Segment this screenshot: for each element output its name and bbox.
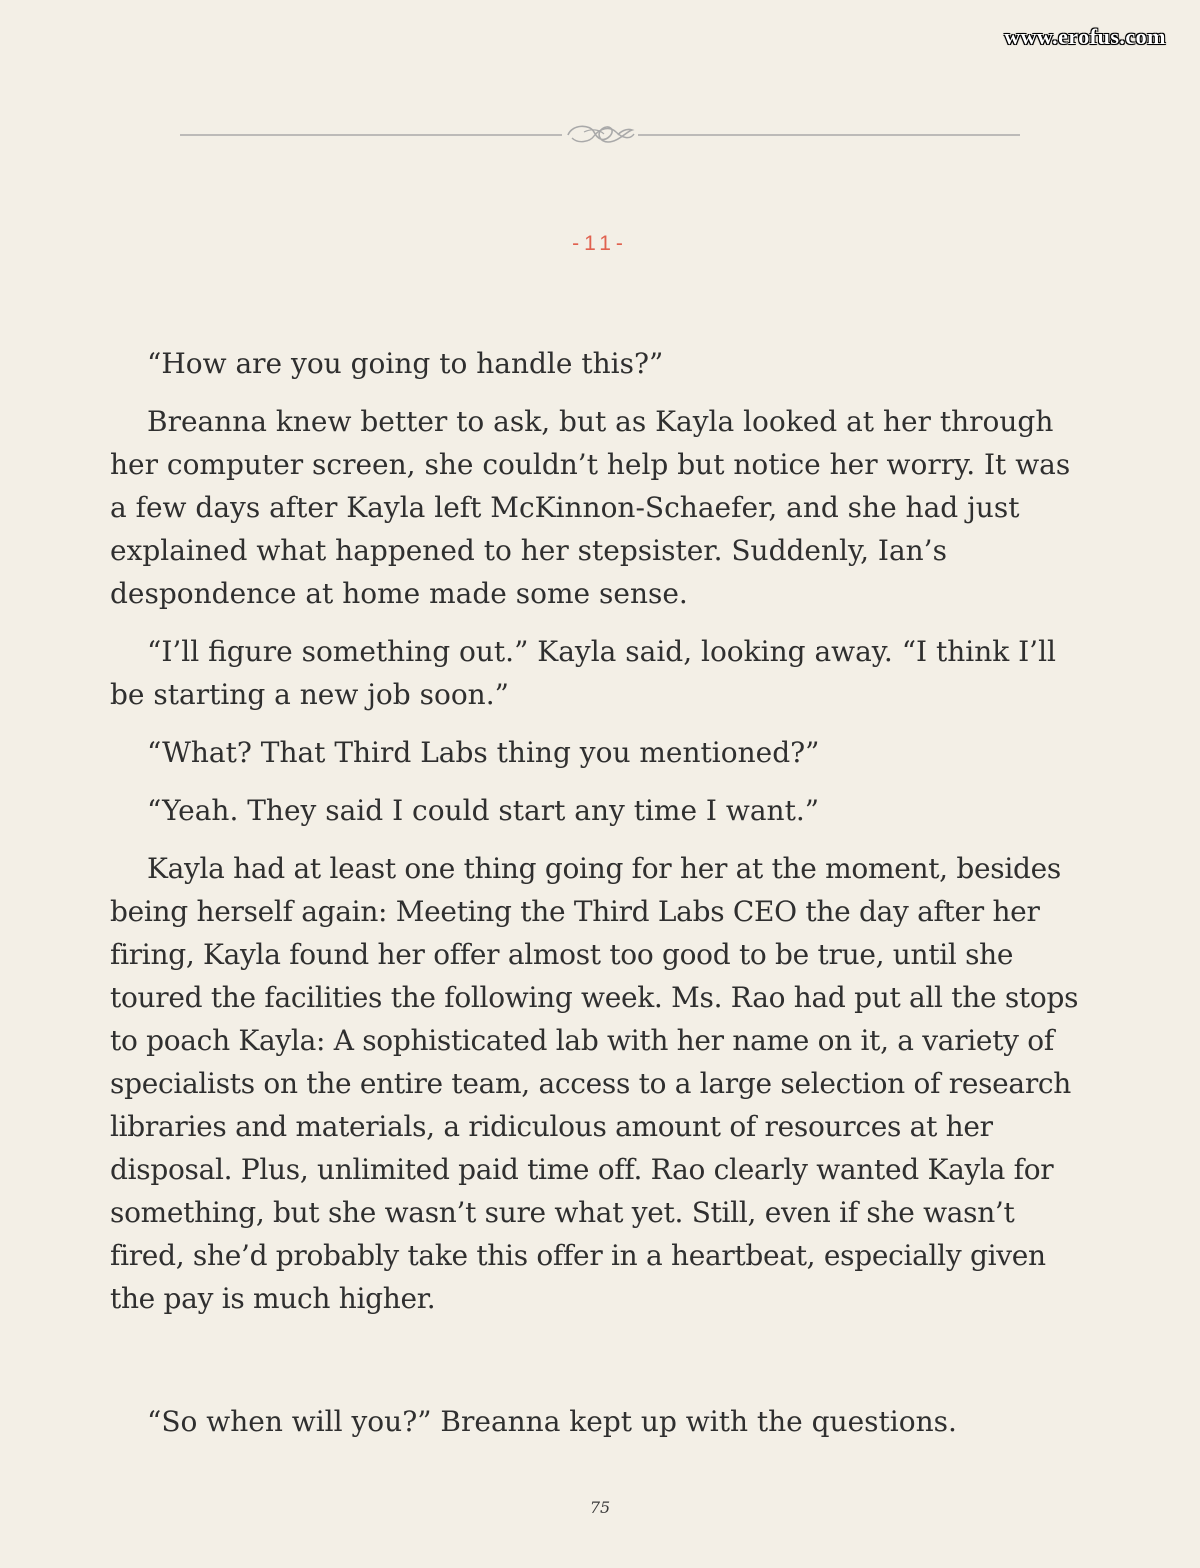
closing-paragraph: “So when will you?” Breanna kept up with the questions. xyxy=(147,1405,957,1438)
chapter-number: -11- xyxy=(572,232,628,255)
paragraph: “I’ll figure something out.” Kayla said, looking away. “I think I’ll be starting a new job soon.” xyxy=(110,635,1056,711)
page-number: 75 xyxy=(589,1498,611,1517)
flourish-divider-icon xyxy=(180,120,1020,150)
paragraph: Breanna knew better to ask, but as Kayla looked at her through her computer screen, she couldn’t help but notice her worry. It was a few days after Kayla left McKinnon-Schaefer, and she had just explained what happened to her stepsister. Suddenly, Ian’s despondence at home made some sense. xyxy=(110,405,1071,610)
paragraph: “What? That Third Labs thing you mentioned?” xyxy=(147,736,820,769)
paragraph: “How are you going to handle this?” xyxy=(147,347,664,380)
chapter-text xyxy=(110,342,1095,1335)
paragraph: Kayla had at least one thing going for her at the moment, besides being herself again: Meeting the Third Labs CEO the day after her firing, Kayla found her offer almost too good to be true, until she toured the facilities the following week. Ms. Rao had put all the stops to poach Kayla: A sophisticated lab with her name on it, a variety of specialists on the entire team, access to a large selection of research libraries and materials, a ridiculous amount of resources at her disposal. Plus, unlimited paid time off. Rao clearly wanted Kayla for something, but she wasn’t sure what yet. Still, even if she wasn’t fired, she’d probably take this offer in a heartbeat, especially given the pay is much higher. xyxy=(110,852,1079,1315)
watermark[interactable]: www.erofus.com xyxy=(1004,24,1166,49)
paragraph: “Yeah. They said I could start any time I want.” xyxy=(147,794,820,827)
